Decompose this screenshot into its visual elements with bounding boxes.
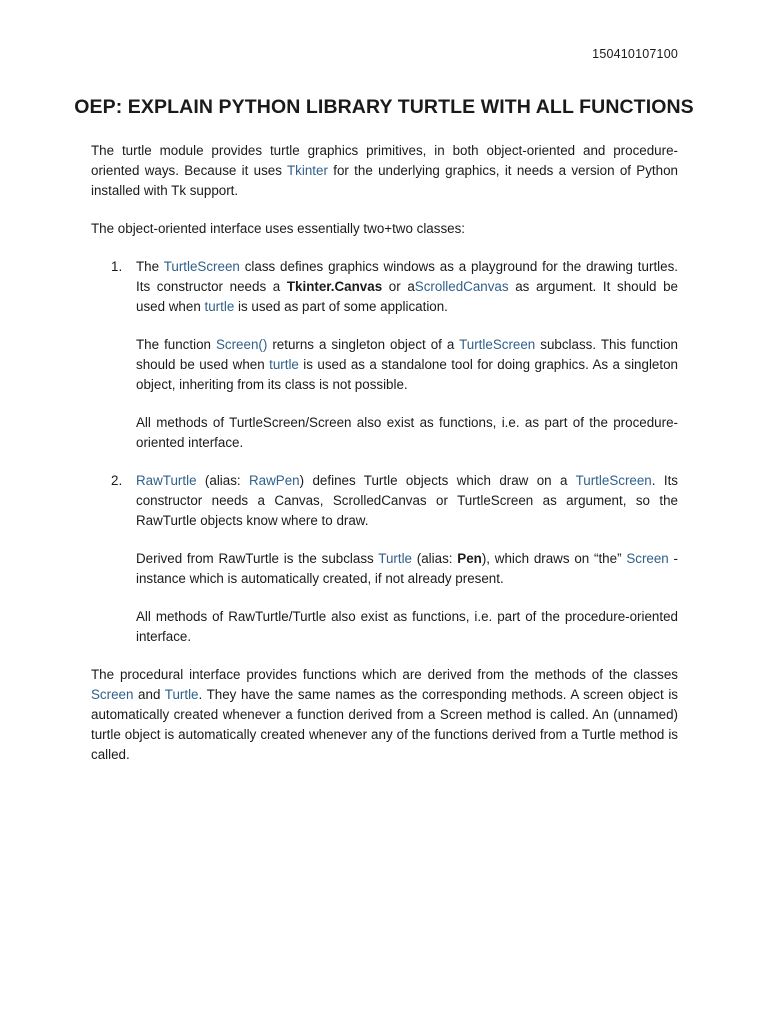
keyword-screen: Screen: [626, 551, 669, 566]
item-paragraph: The TurtleScreen class defines graphics windows as a playground for the drawing turtles. Its constructor needs a Tkinter.Canvas or aScrolledCanvas as argument. It should be used when turtle is used as part of some application.: [136, 259, 678, 314]
item-paragraph: RawTurtle (alias: RawPen) defines Turtle objects which draw on a TurtleScreen. Its constructor needs a Canvas, ScrolledCanvas or TurtleScreen as argument, so the RawTurtle objects know where to draw.: [136, 473, 679, 528]
keyword-rawturtle: RawTurtle: [136, 473, 197, 488]
keyword-turtlescreen: TurtleScreen: [459, 337, 536, 352]
document-title: OEP: EXPLAIN PYTHON LIBRARY TURTLE WITH ALL FUNCTIONS: [74, 96, 694, 118]
intro-paragraph: The turtle module provides turtle graphics primitives, in both object-oriented and procedure-oriented ways. Because it uses Tkinter for the underlying graphics, it needs a version of Python installed with Tk support.: [91, 143, 678, 198]
keyword-turtlescreen: TurtleScreen: [163, 259, 240, 274]
keyword-scrolledcanvas: ScrolledCanvas: [414, 279, 509, 294]
list-number: 2.: [111, 473, 123, 488]
document-id: 150410107100: [592, 47, 678, 61]
keyword-turtle: turtle: [269, 357, 299, 372]
list-number: 1.: [111, 259, 123, 274]
keyword-rawpen: RawPen: [249, 473, 300, 488]
item-subparagraph: All methods of RawTurtle/Turtle also exist as functions, i.e. part of the procedure-oriented interface.: [136, 609, 678, 644]
keyword-turtle: Turtle: [164, 687, 199, 702]
document-body: [91, 141, 678, 765]
keyword-turtle-class: Turtle: [378, 551, 412, 566]
keyword-tkinter-canvas: Tkinter.Canvas: [286, 279, 383, 294]
keyword-screen: Screen: [91, 687, 134, 702]
classes-list: [91, 257, 678, 647]
keyword-screen-function: Screen(): [215, 337, 268, 352]
list-item: [91, 257, 678, 453]
item-subparagraph: Derived from RawTurtle is the subclass Turtle (alias: Pen), which draws on “the” Screen - instance which is automatically created, if not already present.: [136, 551, 678, 586]
list-item: [91, 471, 678, 647]
keyword-pen: Pen: [457, 551, 482, 566]
keyword-turtle: turtle: [204, 299, 235, 314]
closing-paragraph: The procedural interface provides functions which are derived from the methods of the classes Screen and Turtle. They have the same names as the corresponding methods. A screen object is automatically created whenever a function derived from a Screen method is called. An (unnamed) turtle object is automatically created whenever any of the functions derived from a Turtle method is called.: [91, 667, 678, 762]
keyword-tkinter: Tkinter: [287, 163, 328, 178]
item-subparagraph: The function Screen() returns a singleton object of a TurtleScreen subclass. This function should be used when turtle is used as a standalone tool for doing graphics. As a singleton object, inheriting from its class is not possible.: [136, 337, 679, 392]
keyword-turtlescreen: TurtleScreen: [575, 473, 652, 488]
classes-intro-paragraph: The object-oriented interface uses essentially two+two classes:: [91, 221, 466, 236]
item-subparagraph: All methods of TurtleScreen/Screen also exist as functions, i.e. as part of the procedure-oriented interface.: [136, 415, 678, 450]
